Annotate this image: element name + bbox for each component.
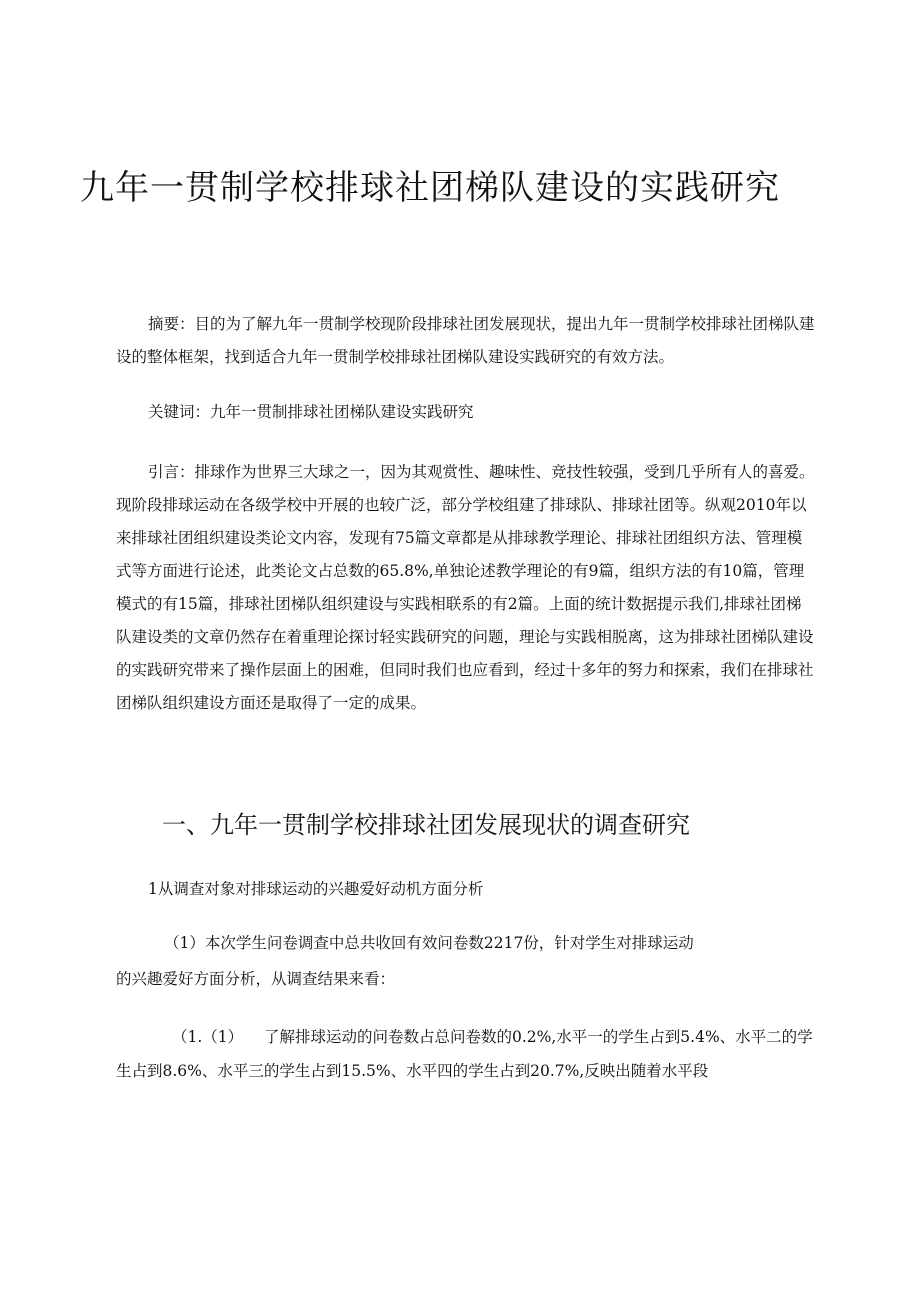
survey-result-text: 了解排球运动的问卷数占总问卷数的0.2%,水平一的学生占到5.4%、水平二的学生占到8.6%、水平三的学生占到15.5%、水平四的学生占到20.7%,反映出随着水平段 — [116, 1028, 813, 1080]
section-1-heading: 一、九年一贯制学校排球社团发展现状的调查研究 — [162, 811, 690, 839]
survey-paragraph-line-2: 的兴趣爱好方面分析，从调查结果来看： — [116, 970, 396, 988]
introduction-paragraph: 引言：排球作为世界三大球之一，因为其观赏性、趣味性、竞技性较强，受到几乎所有人的喜爱。现阶段排球运动在各级学校中开展的也较广泛，部分学校组建了排球队、排球社团等。纵观2010年以来排球社团组织建设类论文内容，发现有75篇文章都是从排球教学理论、排球社团组织方法、管理模式等方面进行论述，此类论文占总数的65.8%,单独论述教学理论的有9篇，组织方法的有10篇，管理模式的有15篇，排球社团梯队组织建设与实践相联系的有2篇。上面的统计数据提示我们,排球社团梯队建设类的文章仍然存在着重理论探讨轻实践研究的问题，理论与实践相脱离，这为排球社团梯队建设的实践研究带来了操作层面上的困难，但同时我们也应看到，经过十多年的努力和探索，我们在排球社团梯队组织建设方面还是取得了一定的成果。 — [116, 463, 815, 712]
survey-result-paragraph — [116, 1020, 816, 1088]
abstract-paragraph: 摘要：目的为了解九年一贯制学校现阶段排球社团发展现状，提出九年一贯制学校排球社团梯队建设的整体框架，找到适合九年一贯制学校排球社团梯队建设实践研究的有效方法。 — [116, 315, 815, 366]
survey-paragraph-line-1: （1）本次学生问卷调查中总共收回有效问卷数2217份，针对学生对排球运动 — [164, 934, 694, 952]
keywords-line: 关键词：九年一贯制排球社团梯队建设实践研究 — [148, 403, 474, 421]
survey-result-lead: （1.（1） — [172, 1028, 244, 1046]
document-title: 九年一贯制学校排球社团梯队建设的实践研究 — [80, 168, 780, 208]
subsection-1-heading: 1从调查对象对排球运动的兴趣爱好动机方面分析 — [148, 880, 484, 898]
